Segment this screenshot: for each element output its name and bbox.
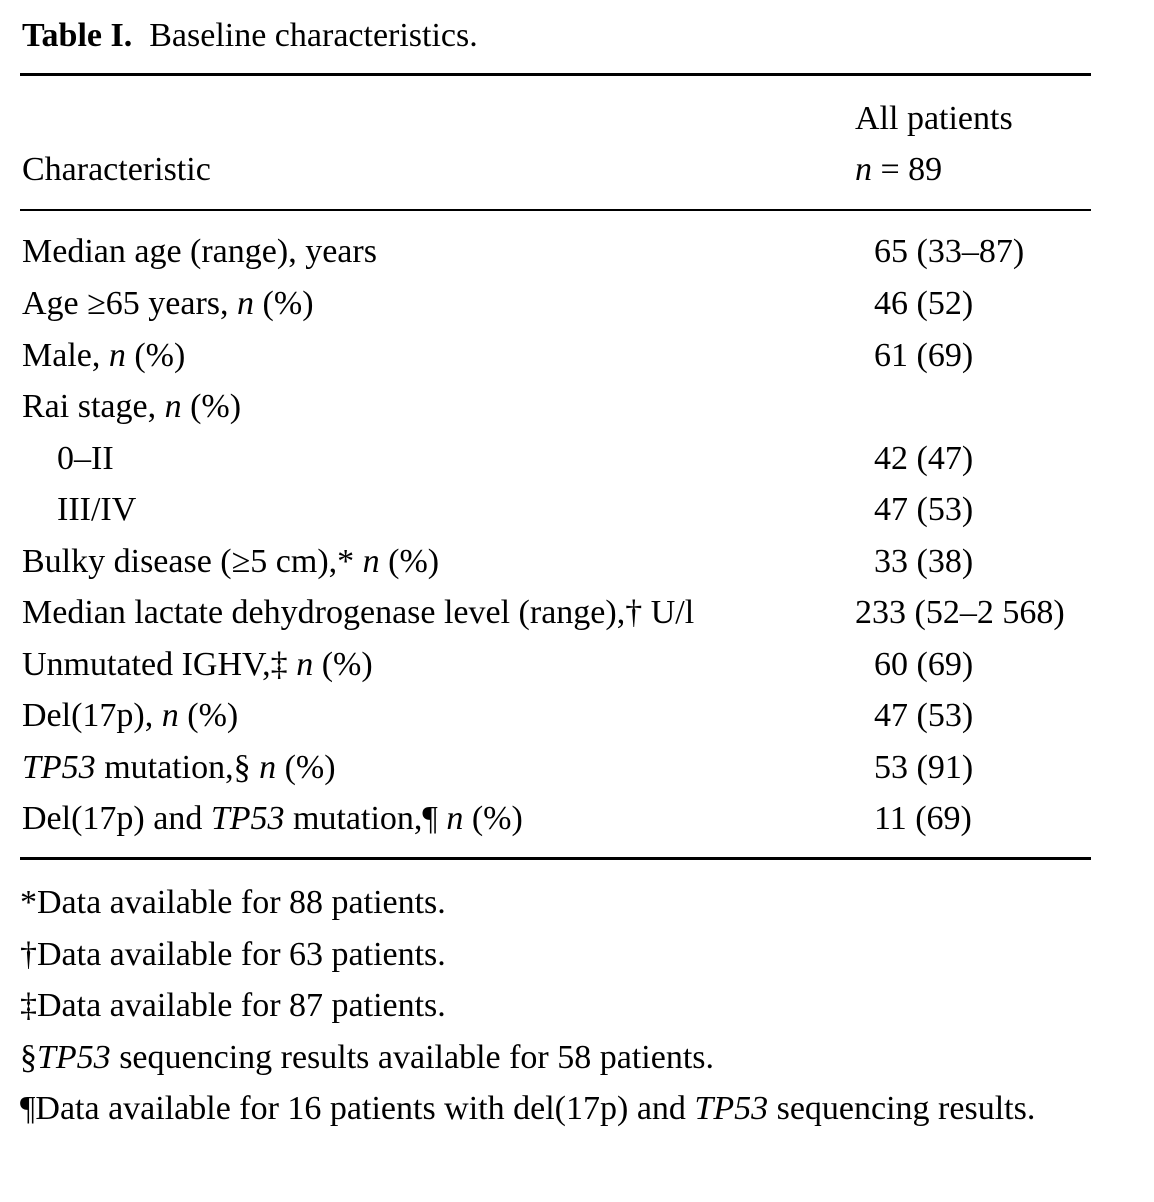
footnote: §TP53 sequencing results available for 58 patients. (20, 1039, 715, 1076)
row-value: 61 (69) (874, 337, 974, 374)
row-value: 60 (69) (874, 646, 974, 683)
table-row (0, 587, 1154, 638)
row-value: 46 (52) (874, 285, 974, 322)
table-caption (22, 14, 478, 58)
table-row (0, 226, 1154, 277)
row-value: 233 (52–2 568) (855, 594, 1065, 631)
table-row (0, 536, 1154, 587)
table-row (0, 330, 1154, 381)
row-label: Male, n (%) (22, 337, 186, 374)
row-label: Unmutated IGHV,‡ n (%) (22, 646, 373, 683)
header-n-count (855, 145, 942, 195)
footnote: *Data available for 88 patients. (20, 884, 446, 921)
footnote: ‡Data available for 87 patients. (20, 987, 446, 1024)
row-value: 65 (33–87) (874, 233, 1025, 270)
row-value: 53 (91) (874, 749, 974, 786)
row-label: Median lactate dehydrogenase level (range),† U/l (22, 594, 695, 631)
header-rule (20, 209, 1091, 211)
row-value: 42 (47) (874, 440, 974, 477)
row-value: 47 (53) (874, 697, 974, 734)
bottom-rule (20, 857, 1091, 860)
table-row (0, 484, 1154, 535)
row-value: 33 (38) (874, 543, 974, 580)
header-n-symbol: n (855, 151, 872, 188)
table-row (0, 793, 1154, 844)
header-characteristic: Characteristic (22, 151, 211, 188)
header-n-value: = 89 (872, 151, 943, 188)
table-row (0, 639, 1154, 690)
row-label: Del(17p) and TP53 mutation,¶ n (%) (22, 800, 523, 837)
footnote: ¶Data available for 16 patients with del(17p) and TP53 sequencing results. (20, 1090, 1036, 1127)
row-label: Bulky disease (≥5 cm),* n (%) (22, 543, 440, 580)
caption-text: Baseline characteristics. (149, 17, 478, 54)
row-label: Median age (range), years (22, 233, 377, 270)
table-row (0, 433, 1154, 484)
row-value: 11 (69) (874, 800, 972, 837)
row-label: Age ≥65 years, n (%) (22, 285, 314, 322)
table-row (0, 381, 1154, 432)
row-label: TP53 mutation,§ n (%) (22, 749, 336, 786)
table-row (0, 690, 1154, 741)
table-row (0, 742, 1154, 793)
footnote: †Data available for 63 patients. (20, 936, 446, 973)
row-label: Rai stage, n (%) (22, 388, 242, 425)
top-rule (20, 73, 1091, 76)
row-label: Del(17p), n (%) (22, 697, 239, 734)
row-label: III/IV (57, 491, 137, 528)
header-all-patients: All patients (855, 100, 1013, 137)
row-value: 47 (53) (874, 491, 974, 528)
caption-label: Table I. (22, 17, 133, 54)
table-row (0, 278, 1154, 329)
row-label: 0–II (57, 440, 114, 477)
